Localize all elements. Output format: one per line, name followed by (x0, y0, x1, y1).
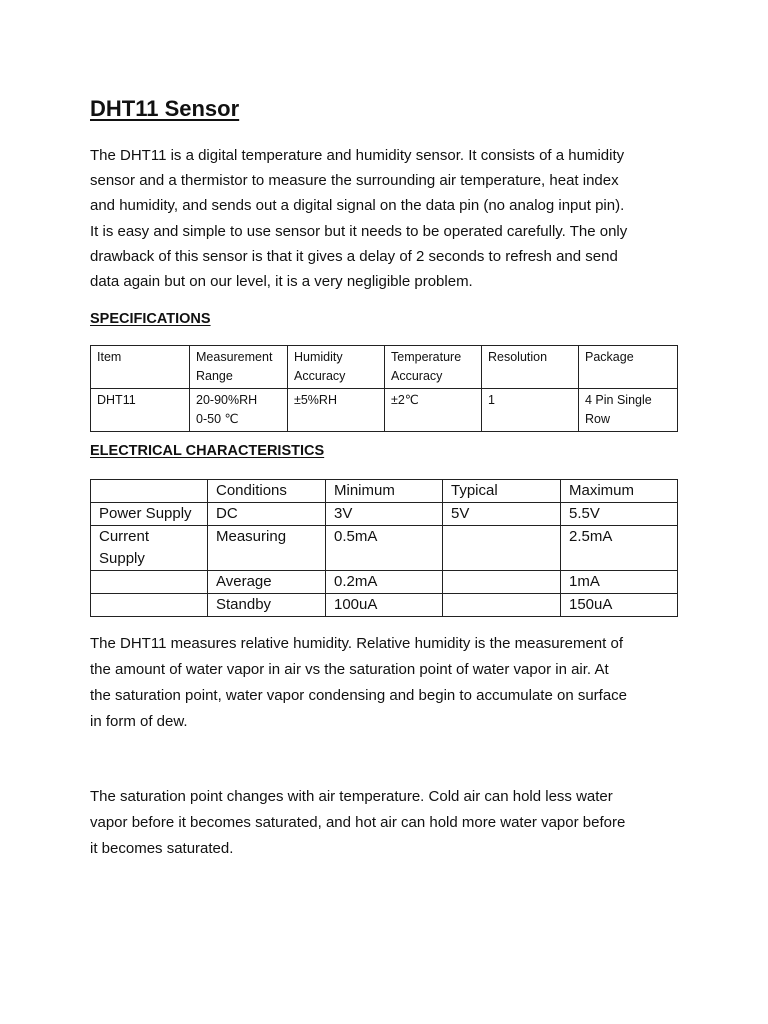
table-cell: 0.2mA (326, 571, 443, 594)
paragraph-line: vapor before it becomes saturated, and hot air can hold more water vapor before (90, 814, 626, 831)
paragraph-line: it becomes saturated. (90, 840, 234, 857)
table-row (91, 594, 678, 617)
table-cell: 20-90%RH 0-50 ℃ (190, 389, 288, 432)
table-cell: 2.5mA (561, 526, 678, 571)
specifications-table (90, 345, 678, 432)
table-cell: 4 Pin Single Row (579, 389, 678, 432)
humidity-paragraph (90, 631, 680, 735)
table-cell: Current Supply (91, 526, 208, 571)
table-cell: Standby (208, 594, 326, 617)
paragraph-line: the saturation point, water vapor condensing and begin to accumulate on surface (90, 687, 628, 704)
table-cell (91, 571, 208, 594)
table-cell (91, 594, 208, 617)
table-row (91, 571, 678, 594)
table-header-cell: Resolution (482, 346, 579, 389)
intro-line: drawback of this sensor is that it gives a delay of 2 seconds to refresh and send (90, 247, 618, 265)
table-cell: Power Supply (91, 503, 208, 526)
table-cell: Measuring (208, 526, 326, 571)
table-cell: Average (208, 571, 326, 594)
intro-line: data again but on our level, it is a very negligible problem. (90, 273, 473, 291)
table-cell: 5.5V (561, 503, 678, 526)
table-header-cell: Temperature Accuracy (385, 346, 482, 389)
table-header-cell: Minimum (326, 480, 443, 503)
intro-line: The DHT11 is a digital temperature and humidity sensor. It consists of a humidity (90, 147, 625, 164)
table-cell: 1 (482, 389, 579, 432)
table-cell: DHT11 (91, 389, 190, 432)
document-title: DHT11 Sensor (90, 96, 240, 121)
table-cell: 150uA (561, 594, 678, 617)
table-header-cell: Item (91, 346, 190, 389)
table-cell: 0.5mA (326, 526, 443, 571)
table-row (91, 389, 678, 432)
table-header-row (91, 346, 678, 389)
electrical-characteristics-heading: ELECTRICAL CHARACTERISTICS (90, 443, 325, 459)
table-cell: 1mA (561, 571, 678, 594)
table-header-row (91, 480, 678, 503)
table-cell (443, 526, 561, 571)
table-header-cell: Measurement Range (190, 346, 288, 389)
intro-line: It is easy and simple to use sensor but it needs to be operated carefully. The only (90, 222, 628, 240)
intro-line: and humidity, and sends out a digital signal on the data pin (no analog input pin). (90, 197, 625, 215)
table-cell: 3V (326, 503, 443, 526)
table-header-cell: Humidity Accuracy (288, 346, 385, 389)
table-cell (443, 594, 561, 617)
table-cell: ±2℃ (385, 389, 482, 432)
saturation-paragraph (90, 784, 680, 862)
table-cell (443, 571, 561, 594)
table-cell: DC (208, 503, 326, 526)
table-header-cell: Package (579, 346, 678, 389)
table-header-cell: Conditions (208, 480, 326, 503)
paragraph-line: The DHT11 measures relative humidity. Relative humidity is the measurement of (90, 635, 623, 652)
intro-line: sensor and a thermistor to measure the surrounding air temperature, heat index (90, 172, 619, 190)
table-cell: 100uA (326, 594, 443, 617)
specifications-heading: SPECIFICATIONS (90, 311, 211, 327)
table-cell: ±5%RH (288, 389, 385, 432)
table-header-cell: Typical (443, 480, 561, 503)
paragraph-line: The saturation point changes with air temperature. Cold air can hold less water (90, 788, 613, 805)
table-row (91, 503, 678, 526)
table-row (91, 526, 678, 571)
table-cell: 5V (443, 503, 561, 526)
electrical-characteristics-table (90, 479, 678, 617)
table-header-cell (91, 480, 208, 503)
table-header-cell: Maximum (561, 480, 678, 503)
intro-paragraph (90, 143, 680, 294)
paragraph-line: the amount of water vapor in air vs the saturation point of water vapor in air. At (90, 661, 609, 678)
paragraph-line: in form of dew. (90, 713, 188, 730)
